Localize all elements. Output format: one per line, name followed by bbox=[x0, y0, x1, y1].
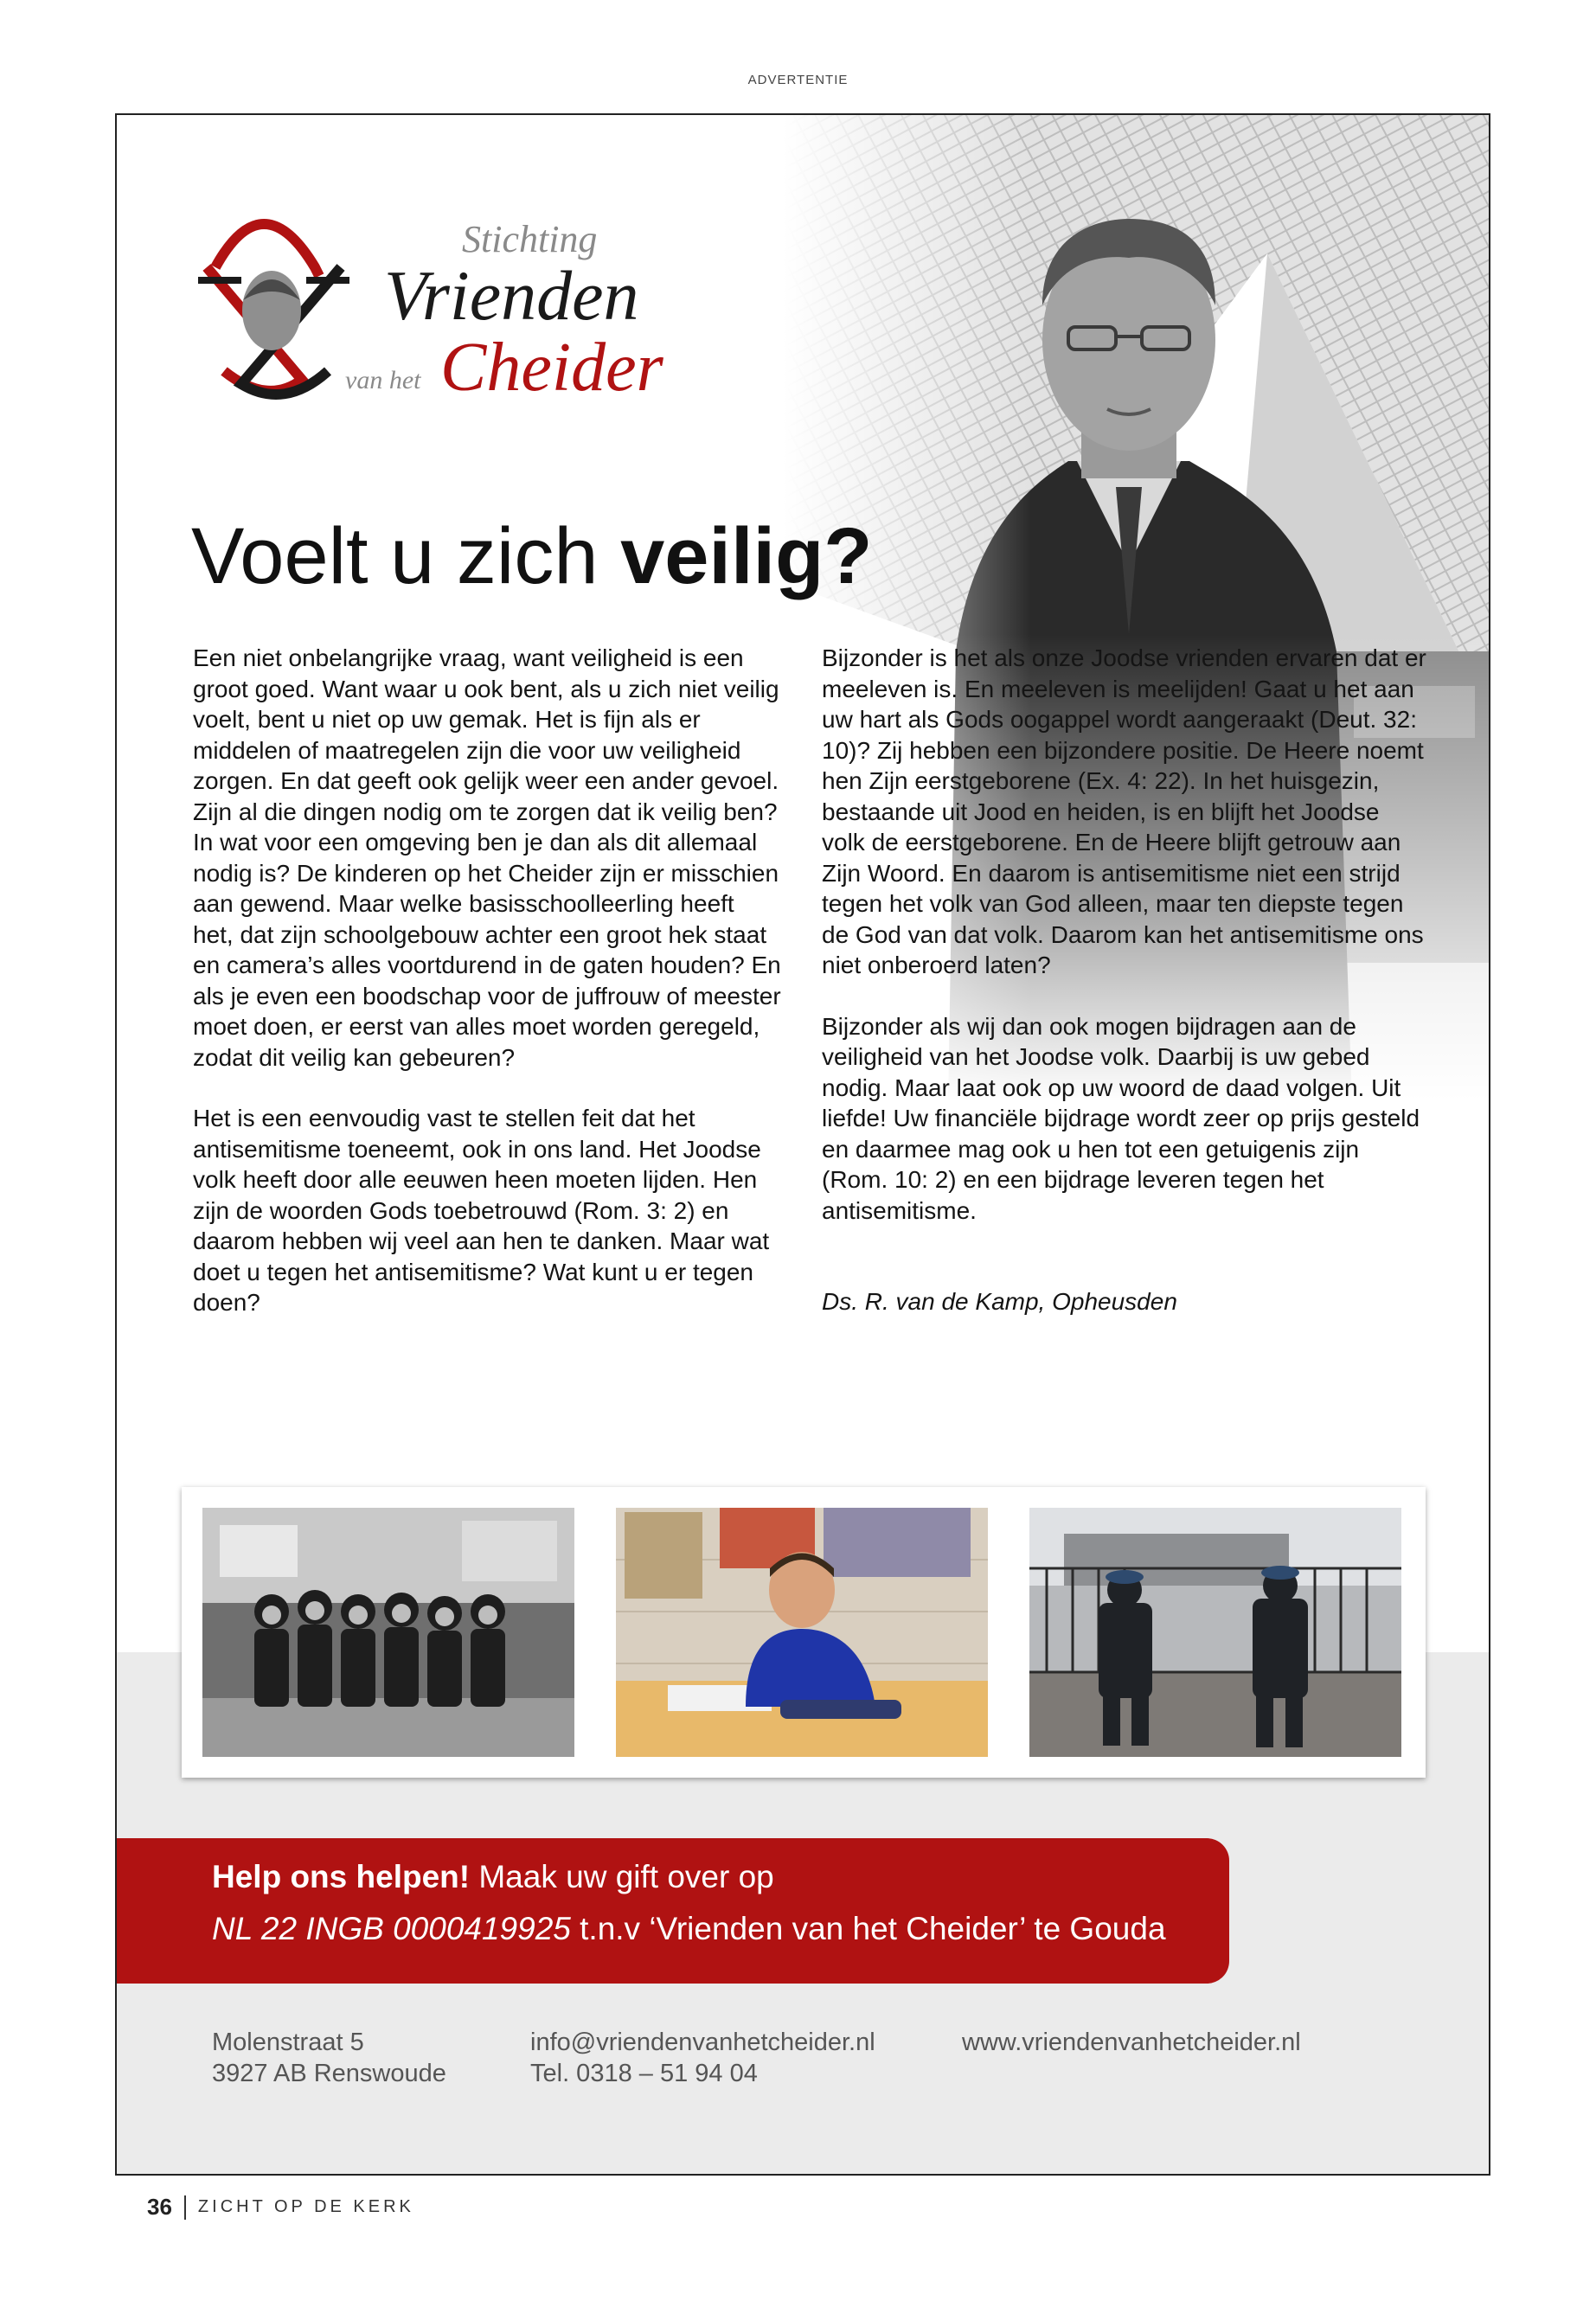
cta-rest: Maak uw gift over op bbox=[470, 1859, 774, 1894]
logo-line-cheider: Cheider bbox=[440, 330, 663, 406]
logo-mark-icon bbox=[189, 198, 708, 406]
contact-email[interactable]: info@vriendenvanhetcheider.nl bbox=[530, 2029, 875, 2056]
donation-banner bbox=[117, 1838, 1229, 1984]
photo-strip bbox=[182, 1487, 1426, 1778]
contact-website[interactable]: www.vriendenvanhetcheider.nl bbox=[962, 2029, 1301, 2056]
text-column-right bbox=[822, 643, 1427, 1348]
signature: Ds. R. van de Kamp, Opheusden bbox=[822, 1288, 1177, 1315]
advertisement bbox=[115, 113, 1490, 2176]
donation-line-1 bbox=[212, 1859, 774, 1895]
magazine-name: ZICHT OP DE KERK bbox=[197, 2197, 414, 2216]
donation-line-2 bbox=[212, 1911, 1166, 1947]
page-label: ADVERTENTIE bbox=[747, 73, 849, 87]
paragraph: Bijzonder is het als onze Joodse vrienden ervaren dat er meeleven is. En meeleven is meelijden! Gaat u het aan uw hart als Gods oogappel wordt aangeraakt (Deut. 32: 10)? Zij hebben een bijzondere positie. De Heere noemt hen Zijn eerstgeborene (Ex. 4: 22). In het huisgezin, bestaande uit Jood en heiden, is en blijft het Joodse volk de eerstgeborene. En de Heere blijft getrouw aan Zijn Woord. En daarom is antisemitisme niet een strijd tegen het volk van God alleen, maar ten diepste tegen de God van dat volk. Daarom kan het antisemitisme ons niet onberoerd laten? bbox=[822, 644, 1426, 978]
contact-website-block bbox=[962, 2027, 1301, 2058]
cta-rest-2: t.n.v ‘Vrienden van het Cheider’ te Gouda bbox=[570, 1911, 1166, 1946]
text-column-left bbox=[193, 643, 781, 1349]
contact-address bbox=[212, 2027, 446, 2089]
address-street: Molenstraat 5 bbox=[212, 2029, 364, 2056]
address-postal: 3927 AB Renswoude bbox=[212, 2060, 446, 2087]
cta-bold: Help ons helpen! bbox=[212, 1859, 471, 1894]
contact-email-phone bbox=[530, 2027, 875, 2089]
logo-line-vrienden: Vrienden bbox=[384, 256, 639, 335]
page-number: 36 bbox=[147, 2194, 172, 2220]
headline bbox=[191, 513, 873, 600]
logo-line-stichting: Stichting bbox=[462, 218, 598, 260]
photo-boy-writing bbox=[616, 1508, 988, 1757]
paragraph: Bijzonder als wij dan ook mogen bijdragen aan de veiligheid van het Joodse volk. Daarbij is uw gebed nodig. Maar laat ook op uw woord de daad volgen. Uit liefde! Uw financiële bijdrage wordt zeer op prijs gesteld en daarmee mag ook u hen tot een getuigenis zijn (Rom. 10: 2) en een bijdrage leveren tegen het antisemitisme. bbox=[822, 1012, 1420, 1224]
page-footer bbox=[147, 2194, 414, 2221]
paragraph: Een niet onbelangrijke vraag, want veiligheid is een groot goed. Want waar u ook bent, als u zich niet veilig voelt, bent u niet op uw gemak. Het is fijn als er middelen of maatregelen zijn die voor uw veiligheid zorgen. En dat geeft ook gelijk weer een ander gevoel. Zijn al die dingen nodig om te zorgen dat ik veilig ben? In wat voor een omgeving ben je dan als dit allemaal nodig is? De kinderen op het Cheider zijn er misschien aan gewend. Maar welke basisschoolleerling heeft het, dat zijn schoolgebouw achter een groot hek staat en camera’s alles voortdurend in de gaten houden? En als je even een boodschap voor de juffrouw of meester moet doen, er eerst van alles moet worden geregeld, zodat dit veilig kan gebeuren? bbox=[193, 644, 781, 1071]
iban-number: NL 22 INGB 0000419925 bbox=[212, 1911, 571, 1946]
headline-light: Voelt u zich bbox=[191, 512, 621, 600]
paragraph: Het is een eenvoudig vast te stellen feit dat het antisemitisme toeneemt, ook in ons land. Het Joodse volk heeft door alle eeuwen heen moeten lijden. Hen zijn de woorden Gods toebetrouwd (Rom. 3: 2) en daarom hebben wij veel aan hen te danken. Maar wat doet u tegen het antisemitisme? Wat kunt u er tegen doen? bbox=[193, 1105, 770, 1316]
logo-line-van-het: van het bbox=[345, 366, 421, 394]
organisation-logo bbox=[189, 198, 708, 406]
photo-children-classroom bbox=[202, 1508, 574, 1757]
contact-phone: Tel. 0318 – 51 94 04 bbox=[530, 2060, 758, 2087]
headline-bold: veilig? bbox=[620, 512, 873, 600]
footer-divider bbox=[184, 2195, 186, 2220]
photo-security-guards bbox=[1029, 1508, 1401, 1757]
